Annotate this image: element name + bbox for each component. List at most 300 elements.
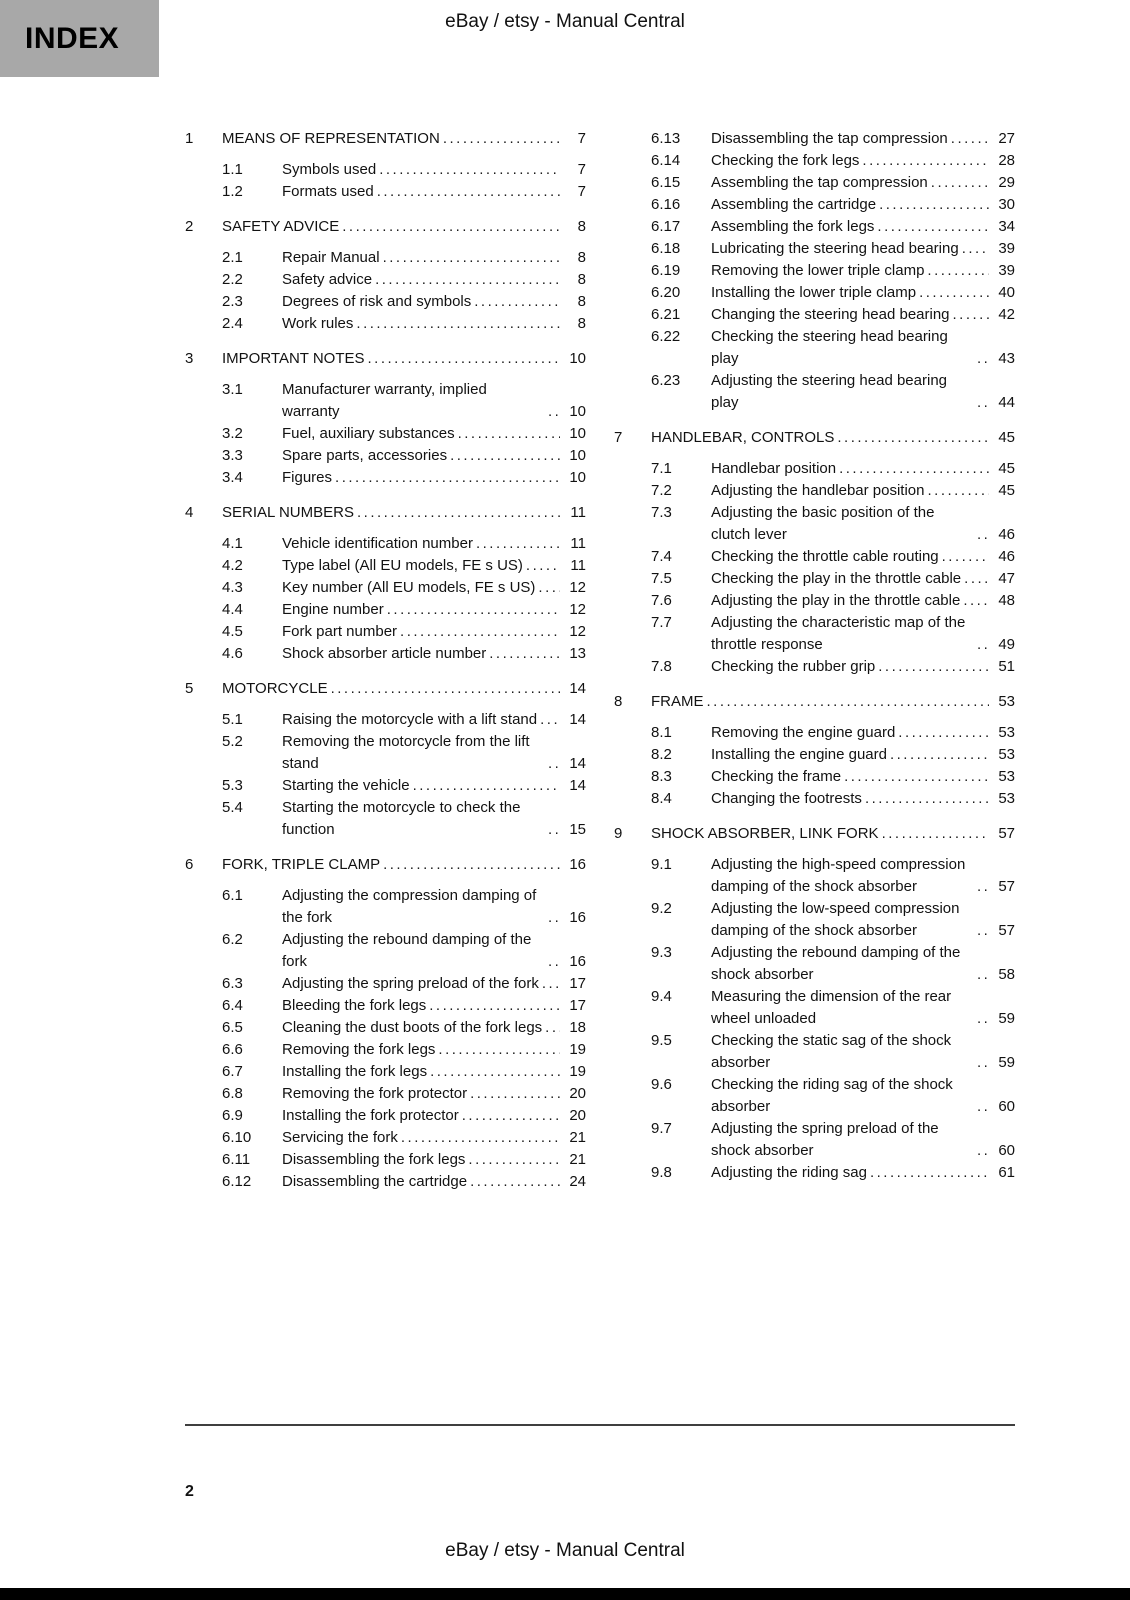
toc-entry-number: 6.20 [651,284,681,301]
toc-entry-row [614,1030,1015,1074]
toc-entry-title: Adjusting the spring preload of the fork [282,975,539,992]
toc-entry-page: 10 [569,403,586,420]
toc-entry-title: Installing the lower triple clamp [711,284,917,301]
toc-entry-title: Engine number [282,601,384,618]
toc-entry-number: 6.6 [222,1041,243,1058]
toc-entry-row [614,282,1015,304]
toc-entry-number: 6.1 [222,887,243,904]
toc-entry-page: 47 [998,570,1015,587]
toc-entry-row [614,942,1015,986]
toc-leader-dots [977,1052,989,1074]
toc-entry-title: Disassembling the cartridge [282,1173,468,1190]
toc-entry-title: SERIAL NUMBERS [222,504,354,521]
toc-entry-title: Assembling the tap compression [711,174,928,191]
toc-entry-title: Cleaning the dust boots of the fork legs [282,1019,543,1036]
toc-entry-title: Adjusting the spring preload of the shock absorber [711,1120,939,1159]
toc-entry-number: 7.7 [651,614,672,631]
toc-entry-page: 59 [998,1054,1015,1071]
toc-entry-page: 24 [569,1173,586,1190]
toc-entry-number: 4.6 [222,645,243,662]
toc-leader-dots [977,348,989,370]
toc-entry-page: 8 [577,293,586,310]
toc-entry-number: 9.3 [651,944,672,961]
toc-entry-title: Checking the frame [711,768,842,785]
toc-entry-row [185,159,586,181]
toc-entry-row [614,656,1015,678]
toc-entry-number: 7.1 [651,460,672,477]
toc-entry-number: 2 [185,218,194,235]
toc-leader-dots [964,568,989,590]
toc-entry-title: Checking the steering head bearing play [711,328,948,367]
toc-entry-title: Adjusting the compression damping of the fork [282,887,537,926]
toc-group [185,502,586,665]
toc-entry-row [185,423,586,445]
toc-entry-title: Fuel, auxiliary substances [282,425,455,442]
toc-entry-number: 4.4 [222,601,243,618]
toc-entry-row [614,502,1015,546]
toc-entry-row [614,260,1015,282]
toc-leader-dots [951,128,989,150]
toc-entry-page: 58 [998,966,1015,983]
toc-entry-page: 45 [998,429,1015,446]
toc-entry-number: 7.4 [651,548,672,565]
toc-entry-row [614,766,1015,788]
toc-entry-number: 6.9 [222,1107,243,1124]
toc-entry-number: 1.1 [222,161,243,178]
toc-entry-title: Disassembling the fork legs [282,1151,466,1168]
toc-entry-row [185,1017,586,1039]
toc-entry-page: 27 [998,130,1015,147]
toc-leader-dots [401,1127,560,1149]
toc-entry-row [185,731,586,775]
toc-entry-page: 19 [569,1041,586,1058]
toc-entry-title: Assembling the cartridge [711,196,877,213]
toc-section-row [614,691,1015,713]
toc-entry-page: 14 [569,777,586,794]
toc-entry-row [614,150,1015,172]
toc-leader-dots [377,181,560,203]
toc-leader-dots [844,766,989,788]
toc-section-row [185,348,586,370]
toc-entry-title: Disassembling the tap compression [711,130,948,147]
toc-entry-page: 12 [569,623,586,640]
toc-entry-number: 6 [185,856,194,873]
toc-leader-dots [538,577,560,599]
toc-leader-dots [548,951,560,973]
toc-entry-page: 61 [998,1164,1015,1181]
toc-leader-dots [977,634,989,656]
toc-entry-number: 7 [614,429,623,446]
toc-entry-row [185,929,586,973]
toc-leader-dots [882,823,989,845]
toc-entry-row [185,533,586,555]
toc-entry-title: Adjusting the riding sag [711,1164,867,1181]
toc-leader-dots [927,260,989,282]
toc-entry-page: 45 [998,482,1015,499]
toc-entry-number: 3.2 [222,425,243,442]
toc-entry-title: Adjusting the handlebar position [711,482,925,499]
toc-entry-number: 6.12 [222,1173,252,1190]
toc-entry-number: 6.18 [651,240,681,257]
toc-entry-title: Formats used [282,183,374,200]
document-footer-title: eBay / etsy - Manual Central [445,1540,685,1561]
toc-leader-dots [977,524,989,546]
toc-entry-row [614,788,1015,810]
toc-entry-page: 39 [998,240,1015,257]
toc-entry-title: IMPORTANT NOTES [222,350,365,367]
document-header-title: eBay / etsy - Manual Central [445,11,685,32]
toc-entry-row [614,854,1015,898]
toc-entry-title: HANDLEBAR, CONTROLS [651,429,835,446]
toc-entry-page: 17 [569,997,586,1014]
toc-entry-title: Checking the play in the throttle cable [711,570,962,587]
toc-leader-dots [977,1140,989,1162]
toc-entry-page: 10 [569,447,586,464]
toc-entry-page: 40 [998,284,1015,301]
toc-leader-dots [862,150,989,172]
toc-leader-dots [413,775,560,797]
toc-entry-title: Checking the fork legs [711,152,860,169]
toc-entry-row [185,599,586,621]
toc-entry-number: 6.15 [651,174,681,191]
toc-entry-title: FORK, TRIPLE CLAMP [222,856,381,873]
toc-entry-row [185,621,586,643]
toc-entry-page: 29 [998,174,1015,191]
toc-entry-row [614,458,1015,480]
toc-entry-page: 7 [577,183,586,200]
toc-section-row [185,216,586,238]
toc-group [614,128,1015,414]
toc-entry-number: 2.1 [222,249,243,266]
toc-entry-number: 6.16 [651,196,681,213]
toc-entry-row [185,1149,586,1171]
toc-entry-page: 21 [569,1151,586,1168]
toc-entry-number: 6.3 [222,975,243,992]
toc-entry-title: Shock absorber article number [282,645,487,662]
toc-entry-page: 20 [569,1107,586,1124]
toc-entry-title: Adjusting the steering head bearing play [711,372,948,411]
toc-entry-row [185,1039,586,1061]
toc-entry-row [185,379,586,423]
toc-entry-page: 45 [998,460,1015,477]
toc-entry-number: 6.22 [651,328,681,345]
toc-entry-page: 39 [998,262,1015,279]
toc-leader-dots [458,423,560,445]
toc-entry-page: 15 [569,821,586,838]
toc-leader-dots [430,1061,560,1083]
toc-entry-page: 59 [998,1010,1015,1027]
toc-leader-dots [548,401,560,423]
toc-entry-number: 9 [614,825,623,842]
toc-entry-title: SHOCK ABSORBER, LINK FORK [651,825,879,842]
toc-entry-row [614,128,1015,150]
toc-entry-title: Adjusting the basic position of the clutch lever [711,504,935,543]
toc-entry-page: 51 [998,658,1015,675]
toc-entry-title: Removing the fork legs [282,1041,436,1058]
toc-leader-dots [977,1096,989,1118]
toc-entry-title: Starting the vehicle [282,777,410,794]
toc-entry-number: 7.8 [651,658,672,675]
toc-leader-dots [890,744,989,766]
toc-entry-page: 14 [569,755,586,772]
toc-entry-title: Adjusting the high-speed compression damping of the shock absorber [711,856,966,895]
toc-entry-row [185,885,586,929]
toc-entry-title: Removing the motorcycle from the lift stand [282,733,530,772]
toc-entry-number: 9.2 [651,900,672,917]
toc-entry-row [614,986,1015,1030]
toc-entry-row [185,313,586,335]
toc-entry-row [185,643,586,665]
toc-entry-title: Bleeding the fork legs [282,997,427,1014]
toc-section-row [185,678,586,700]
toc-leader-dots [368,348,560,370]
toc-entry-row [614,612,1015,656]
toc-group [185,216,586,335]
toc-group [614,691,1015,810]
toc-section-row [185,502,586,524]
toc-entry-page: 53 [998,790,1015,807]
toc-entry-page: 14 [569,680,586,697]
toc-entry-number: 6.4 [222,997,243,1014]
toc-leader-dots [545,1017,560,1039]
toc-leader-dots [450,445,560,467]
toc-entry-number: 2.2 [222,271,243,288]
toc-leader-dots [335,467,560,489]
toc-leader-dots [870,1162,989,1184]
toc-leader-dots [977,1008,989,1030]
toc-leader-dots [542,973,560,995]
toc-entry-page: 10 [569,425,586,442]
toc-entry-row [614,568,1015,590]
toc-entry-number: 8.1 [651,724,672,741]
toc-entry-row [614,590,1015,612]
toc-entry-title: Installing the fork protector [282,1107,459,1124]
toc-leader-dots [877,216,989,238]
toc-entry-title: Adjusting the characteristic map of the throttle response [711,614,966,653]
toc-entry-title: Vehicle identification number [282,535,473,552]
toc-group [185,854,586,1193]
toc-leader-dots [383,247,560,269]
toc-entry-title: Type label (All EU models, FE s US) [282,557,523,574]
toc-entry-title: SAFETY ADVICE [222,218,340,235]
toc-entry-number: 5.2 [222,733,243,750]
toc-entry-row [185,577,586,599]
toc-entry-page: 16 [569,953,586,970]
toc-leader-dots [387,599,560,621]
toc-entry-row [614,304,1015,326]
toc-entry-number: 6.13 [651,130,681,147]
toc-entry-title: Degrees of risk and symbols [282,293,472,310]
toc-entry-number: 6.11 [222,1151,251,1168]
toc-entry-title: Adjusting the rebound damping of the shock absorber [711,944,961,983]
toc-entry-row [185,181,586,203]
toc-section-row [614,427,1015,449]
toc-entry-number: 9.1 [651,856,672,873]
toc-entry-row [185,269,586,291]
toc-leader-dots [898,722,989,744]
toc-entry-number: 9.8 [651,1164,672,1181]
toc-entry-page: 57 [998,878,1015,895]
toc-entry-row [614,546,1015,568]
toc-entry-title: Assembling the fork legs [711,218,875,235]
toc-entry-number: 2.3 [222,293,243,310]
toc-leader-dots [953,304,989,326]
toc-entry-row [614,1118,1015,1162]
index-tab-label: INDEX [25,21,120,55]
toc-leader-dots [977,920,989,942]
toc-entry-page: 12 [569,579,586,596]
toc-entry-row [614,172,1015,194]
toc-entry-number: 3.4 [222,469,243,486]
toc-entry-number: 6.19 [651,262,681,279]
toc-leader-dots [356,313,560,335]
page-number: 2 [185,1483,194,1500]
toc-group [185,678,586,841]
toc-leader-dots [468,1149,560,1171]
toc-entry-row [614,722,1015,744]
toc-entry-row [614,1074,1015,1118]
toc-leader-dots [474,291,560,313]
toc-entry-page: 49 [998,636,1015,653]
toc-entry-page: 8 [577,218,586,235]
toc-entry-page: 53 [998,724,1015,741]
toc-leader-dots [438,1039,560,1061]
toc-leader-dots [837,427,989,449]
table-of-contents [185,128,1015,1206]
toc-entry-title: Figures [282,469,333,486]
toc-leader-dots [383,854,560,876]
toc-entry-title: Removing the engine guard [711,724,896,741]
toc-entry-title: Manufacturer warranty, implied warranty [282,381,487,420]
toc-entry-number: 8.2 [651,746,672,763]
toc-entry-page: 14 [569,711,586,728]
toc-entry-title: Changing the footrests [711,790,862,807]
toc-entry-page: 53 [998,768,1015,785]
toc-entry-number: 6.17 [651,218,681,235]
toc-entry-title: Lubricating the steering head bearing [711,240,959,257]
toc-entry-title: Measuring the dimension of the rear wheel unloaded [711,988,952,1027]
toc-entry-number: 6.5 [222,1019,243,1036]
toc-entry-page: 19 [569,1063,586,1080]
toc-leader-dots [963,590,989,612]
toc-entry-page: 16 [569,856,586,873]
toc-entry-title: Checking the riding sag of the shock absorber [711,1076,953,1115]
toc-entry-number: 9.4 [651,988,672,1005]
toc-section-row [185,854,586,876]
toc-group [185,128,586,203]
toc-entry-page: 12 [569,601,586,618]
toc-entry-row [185,467,586,489]
toc-group [614,823,1015,1184]
toc-entry-page: 11 [570,504,586,521]
toc-entry-page: 21 [569,1129,586,1146]
toc-leader-dots [942,546,989,568]
toc-leader-dots [331,678,560,700]
toc-entry-number: 3.1 [222,381,243,398]
toc-entry-number: 6.2 [222,931,243,948]
toc-entry-number: 6.21 [651,306,681,323]
toc-leader-dots [379,159,560,181]
toc-entry-row [614,216,1015,238]
toc-leader-dots [977,964,989,986]
toc-entry-page: 18 [569,1019,586,1036]
toc-entry-number: 4.2 [222,557,243,574]
toc-entry-number: 4.5 [222,623,243,640]
bottom-black-bar [0,1588,1130,1600]
toc-entry-number: 6.14 [651,152,681,169]
toc-group [185,348,586,489]
toc-entry-number: 7.3 [651,504,672,521]
toc-entry-row [185,1083,586,1105]
toc-entry-title: Changing the steering head bearing [711,306,950,323]
toc-entry-page: 8 [577,271,586,288]
toc-entry-title: Installing the engine guard [711,746,887,763]
toc-entry-number: 6.7 [222,1063,243,1080]
toc-entry-number: 5.3 [222,777,243,794]
toc-entry-page: 8 [577,249,586,266]
toc-entry-title: Work rules [282,315,354,332]
toc-entry-number: 3.3 [222,447,243,464]
toc-entry-page: 11 [570,557,586,574]
toc-entry-page: 10 [569,350,586,367]
toc-leader-dots [919,282,989,304]
toc-entry-page: 16 [569,909,586,926]
toc-entry-row [614,898,1015,942]
toc-entry-title: Servicing the fork [282,1129,398,1146]
toc-entry-number: 8.3 [651,768,672,785]
toc-entry-number: 4.1 [222,535,243,552]
toc-entry-number: 7.5 [651,570,672,587]
toc-entry-number: 6.8 [222,1085,243,1102]
toc-entry-page: 20 [569,1085,586,1102]
toc-group [614,427,1015,678]
toc-entry-page: 44 [998,394,1015,411]
toc-leader-dots [865,788,989,810]
toc-entry-page: 46 [998,548,1015,565]
toc-leader-dots [928,480,990,502]
toc-entry-title: FRAME [651,693,704,710]
toc-entry-number: 5.1 [222,711,243,728]
toc-leader-dots [879,194,989,216]
toc-leader-dots [375,269,560,291]
toc-entry-row [185,775,586,797]
toc-entry-title: Safety advice [282,271,373,288]
toc-entry-title: Handlebar position [711,460,837,477]
toc-section-row [185,128,586,150]
footer-divider [185,1424,1015,1426]
toc-entry-number: 5 [185,680,194,697]
toc-entry-title: MOTORCYCLE [222,680,328,697]
toc-entry-row [185,247,586,269]
toc-entry-row [614,1162,1015,1184]
toc-entry-row [185,995,586,1017]
toc-entry-row [185,1105,586,1127]
toc-leader-dots [342,216,560,238]
toc-entry-number: 4 [185,504,194,521]
toc-entry-page: 28 [998,152,1015,169]
toc-leader-dots [548,819,560,841]
toc-entry-title: Checking the throttle cable routing [711,548,939,565]
toc-entry-number: 1.2 [222,183,243,200]
toc-entry-number: 6.10 [222,1129,252,1146]
toc-entry-number: 5.4 [222,799,243,816]
toc-entry-number: 9.7 [651,1120,672,1137]
toc-entry-title: Symbols used [282,161,377,178]
toc-entry-row [185,445,586,467]
toc-leader-dots [931,172,989,194]
toc-entry-number: 9.6 [651,1076,672,1093]
toc-entry-page: 57 [998,922,1015,939]
